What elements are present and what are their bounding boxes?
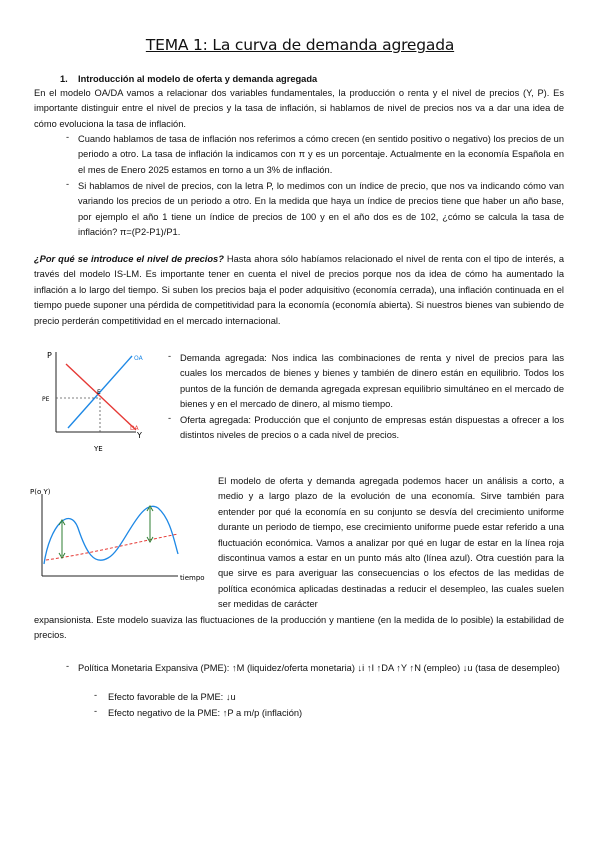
bullet-dash: - xyxy=(66,179,70,189)
section-number: 1. xyxy=(60,74,68,84)
y-axis-label: P xyxy=(47,351,52,360)
model-paragraph-full: expansionista. Este modelo suaviza las fluctuaciones de la producción y mantiene (en la medida de lo posible) la estabilidad de precios. xyxy=(34,615,564,641)
bullet-dash: - xyxy=(94,706,98,716)
pe-label: PE xyxy=(42,396,50,403)
equilibrium-label: E xyxy=(97,389,101,396)
da-label: DA xyxy=(130,425,139,432)
bullet-dash: - xyxy=(66,661,70,671)
section-heading: Introducción al modelo de oferta y demanda agregada xyxy=(78,74,318,84)
bullet-dash: - xyxy=(66,132,70,142)
definition-demanda-agregada: Demanda agregada: Nos indica las combinaciones de renta y nivel de precios para las cuales los mercados de bienes y bienes y también de dinero están en equilibrio. Todos los puntos de la función de demanda agregada expresan equilibrio simultáneo en el mercado de bienes y en el mercado de dinero, al mismo tiempo. xyxy=(180,353,564,410)
bullet-inflation: Cuando hablamos de tasa de inflación nos referimos a cómo crecen (en sentido positivo o negativo) los precios de un periodo a otro. La tasa de inflación la indicamos con π y es un porcentaje. Actualmente en la economía Española en el mes de Enero 2025 estamos en torno a un 3% de inflación. xyxy=(78,134,564,175)
bullet-dash: - xyxy=(168,351,172,361)
bullet-dash: - xyxy=(168,413,172,423)
y-axis-label: P(o Y) xyxy=(30,488,51,496)
x-axis-label: Y xyxy=(137,431,142,440)
da-curve xyxy=(66,364,136,430)
oa-label: OA xyxy=(134,355,143,362)
policy-negative: Efecto negativo de la PME: ↑P a m/p (inflación) xyxy=(108,708,303,718)
bullet-price-level: Si hablamos de nivel de precios, con la letra P, lo medimos con un índice de precio, que nos va indicando cómo van variando los precios de un periodo a otro. En la medida que haya un índice de precios tiene que haber un año base, por ejemplo el año 1 tiene un índice de precios de 100 y en el año dos es de 102, ¿cómo se calcula la tasa de inflación? π=(P2-P1)/P1. xyxy=(78,181,564,238)
why-paragraph xyxy=(34,252,564,329)
definition-oferta-agregada: Oferta agregada: Producción que el conjunto de empresas están dispuestas a ofrecer a los distintos niveles de precios o a cada nivel de precios. xyxy=(180,415,564,441)
fluctuation-graph xyxy=(28,484,218,596)
intro-paragraph: En el modelo OA/DA vamos a relacionar dos variables fundamentales, la producción o renta y el nivel de precios (Y, P). Es importante distinguir entre el nivel de precios y la tasa de inflación, si hablamos de nivel de precios nos va a dar una idea de cómo evoluciona la tasa de inflación. xyxy=(34,88,564,129)
oa-da-graph xyxy=(40,344,160,456)
policy-pme: Política Monetaria Expansiva (PME): ↑M (liquidez/oferta monetaria) ↓i ↑I ↑DA ↑Y ↑N (empleo) ↓u (tasa de desempleo) xyxy=(78,663,560,673)
page-title: TEMA 1: La curva de demanda agregada xyxy=(145,36,455,54)
why-question: ¿Por qué se introduce el nivel de precios? xyxy=(34,254,224,264)
model-paragraph-side: El modelo de oferta y demanda agregada podemos hacer un análisis a corto, a medio y a largo plazo de la evolución de una economía. Sirve también para entender por qué la economía en su conjunto se desvía del crecimiento uniforme durante un periodo de tiempo, ese crecimiento uniforme puede estar referido a una fluctuación económica. Vamos a analizar por qué en lugar de estar en la línea roja discontinua vamos a estar en un punto más alto (línea azul). Otra cuestión para la que sirve es para averiguar las consecuencias o los efectos de las medidas de política económica aplicadas destinadas a reducir el desempleo, las cuales suelen ser medidas de carácter xyxy=(218,476,564,610)
trend-line-dashed xyxy=(46,534,178,560)
why-text: Hasta ahora sólo habíamos relacionado el nivel de renta con el tipo de interés, a través del modelo IS-LM. Es importante tener en cuenta el nivel de precios porque nos da idea de cómo ha aumentado la inflación a lo largo del tiempo. Si suben los precios baja el poder adquisitivo (economía cerrada), una inflación continuada en el tiempo puede suponer una pérdida de competitividad para la economía (economía abierta). Si nuestros bienes van subiendo de precio perderán competitividad en el mercado internacional. xyxy=(34,254,564,326)
ye-label: YE xyxy=(94,445,103,453)
policy-favorable: Efecto favorable de la PME: ↓u xyxy=(108,692,236,702)
x-axis-label: tiempo xyxy=(180,574,205,582)
bullet-dash: - xyxy=(94,690,98,700)
